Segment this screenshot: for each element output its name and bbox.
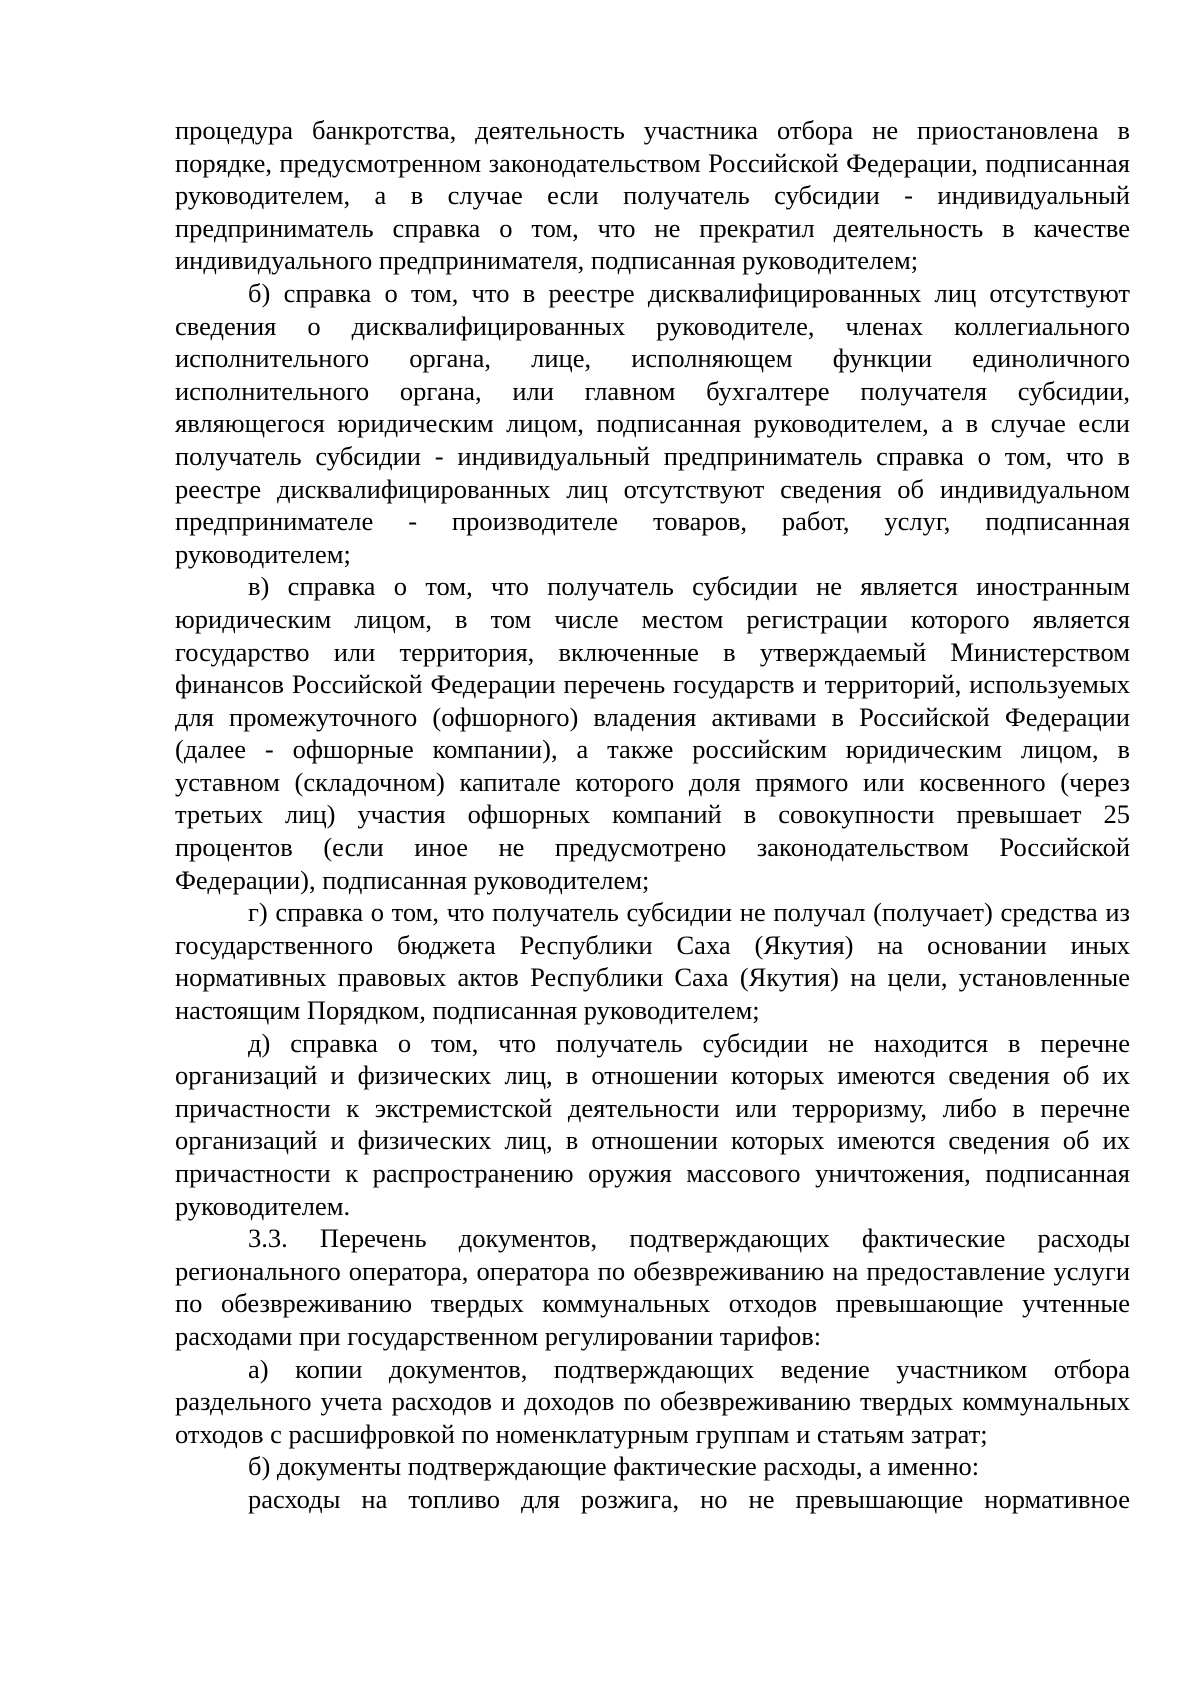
paragraph-fuel-expenses: расходы на топливо для розжига, но не превышающие нормативное xyxy=(248,1483,1130,1514)
paragraph-item-d-extremism-list: д) справка о том, что получатель субсидии не находится в перечне организаций и физических лиц, в отношении которых имеются сведения об их причастности к экстремистской деятельности или терроризму, либо в перечне организаций и физических лиц, в отношении которых имеются сведения об их причастности к распространению оружия массового уничтожения, подписанная руководителем. xyxy=(175,1027,1130,1221)
paragraph-bankruptcy-continuation: процедура банкротства, деятельность участника отбора не приостановлена в порядке, предусмотренном законодательством Российской Федерации, подписанная руководителем, а в случае если получатель субсидии - индивидуальный предприниматель справка о том, что не прекратил деятельность в качестве индивидуального предпринимателя, подписанная руководителем; xyxy=(175,115,1130,276)
paragraph-item-b-actual-expenses: б) документы подтверждающие фактические расходы, а именно: xyxy=(248,1451,980,1482)
paragraph-item-a-separate-accounting: а) копии документов, подтверждающих ведение участником отбора раздельного учета расходов и доходов по обезвреживанию твердых коммунальных отходов с расшифровкой по номенклатурным группам и статьям затрат; xyxy=(175,1353,1130,1449)
paragraph-section-3-3: 3.3. Перечень документов, подтверждающих фактические расходы регионального оператора, оператора по обезвреживанию на предоставление услуги по обезвреживанию твердых коммунальных отходов превышающие учтенные расходами при государственном регулировании тарифов: xyxy=(175,1223,1130,1351)
paragraph-item-b-disqualified-persons: б) справка о том, что в реестре дисквалифицированных лиц отсутствуют сведения о дисквалифицированных руководителе, членах коллегиального исполнительного органа, лице, исполняющем функции единоличного исполнительного органа, или главном бухгалтере получателя субсидии, являющегося юридическим лицом, подписанная руководителем, а в случае если получатель субсидии - индивидуальный предприниматель справка о том, что в реестре дисквалифицированных лиц отсутствуют сведения об индивидуальном предпринимателе - производителе товаров, работ, услуг, подписанная руководителем; xyxy=(175,277,1130,569)
paragraph-item-g-budget-funds: г) справка о том, что получатель субсидии не получал (получает) средства из государственного бюджета Республики Саха (Якутия) на основании иных нормативных правовых актов Республики Саха (Якутия) на цели, установленные настоящим Порядком, подписанная руководителем; xyxy=(175,897,1130,1026)
document-body xyxy=(175,114,1130,1516)
paragraph-item-v-offshore-companies: в) справка о том, что получатель субсидии не является иностранным юридическим лицом, в том числе местом регистрации которого является государство или территория, включенные в утверждаемый Министерством финансов Российской Федерации перечень государств и территорий, используемых для промежуточного (офшорного) владения активами в Российской Федерации (далее - офшорные компании), а также российским юридическим лицом, в уставном (складочном) капитале которого доля прямого или косвенного (через третьих лиц) участия офшорных компаний в совокупности превышает 25 процентов (если иное не предусмотрено законодательством Российской Федерации), подписанная руководителем; xyxy=(175,571,1130,895)
